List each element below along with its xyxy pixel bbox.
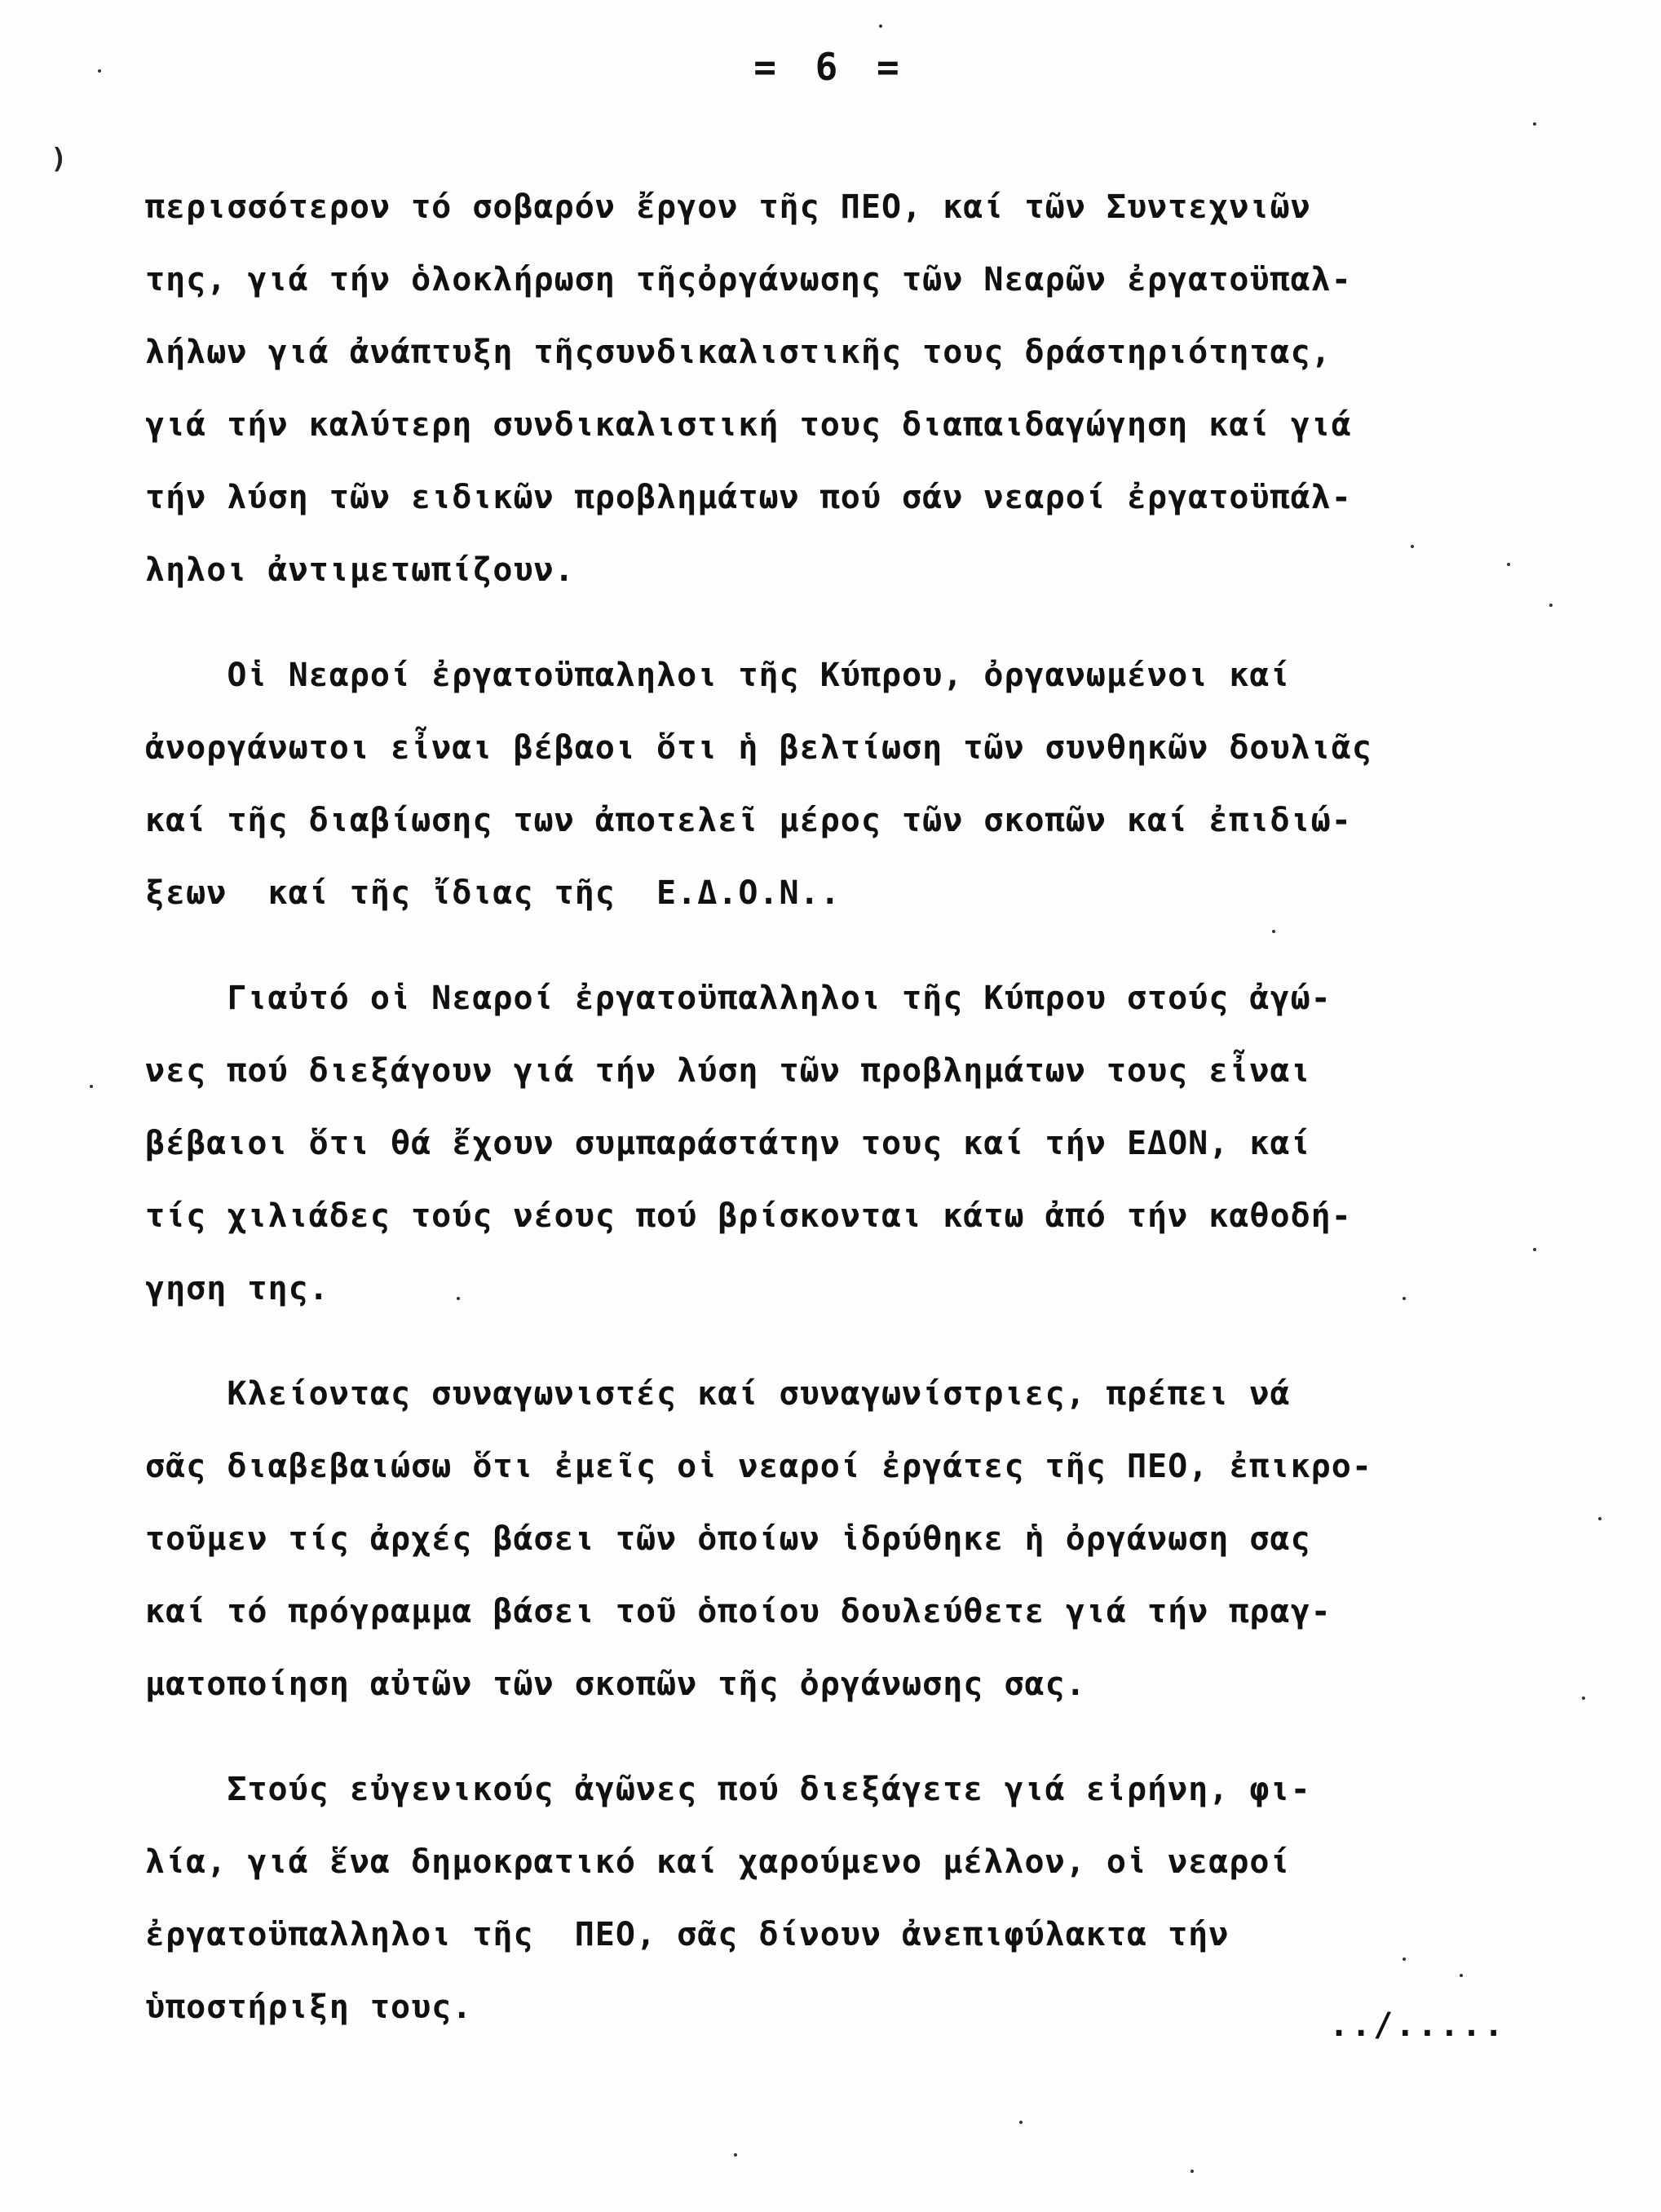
scan-speck [1533,1248,1536,1251]
scan-speck [1403,1958,1406,1961]
scan-speck [98,69,101,73]
text-line: της, γιά τήν ὁλοκλήρωση τῆςὀργάνωσης τῶν Νεαρῶν ἐργατοϋπαλ- [145,261,1352,299]
scan-speck [734,2153,737,2157]
paragraph-2 [145,639,1613,930]
scan-speck [1403,1297,1406,1300]
text-line: νες πού διεξάγουν γιά τήν λύση τῶν προβλημάτων τους εἶναι [145,1052,1311,1090]
scan-speck [457,1297,460,1300]
paragraph-5 [145,1754,1613,2044]
scan-speck [1272,930,1275,933]
scan-speck [879,24,882,28]
page-number: = 6 = [753,45,908,89]
scan-speck [1598,1517,1601,1520]
scan-speck [1019,2121,1023,2124]
text-line: ματοποίηση αὐτῶν τῶν σκοπῶν τῆς ὀργάνωσης σας. [145,1666,1086,1703]
scan-speck [1411,545,1414,548]
text-line: ὑποστήριξη τους. [145,1989,473,2026]
text-line: καί τῆς διαβίωσης των ἀποτελεῖ μέρος τῶν σκοπῶν καί ἐπιδιώ- [145,802,1352,839]
continuation-mark: ../..... [1329,2006,1506,2044]
paragraph-3 [145,962,1613,1325]
scan-speck [1460,1974,1463,1977]
text-line: ξεων καί τῆς ἴδιας τῆς Ε.Δ.Ο.Ν.. [145,874,841,912]
paragraph-1 [145,171,1613,607]
scan-speck [1191,2170,1194,2173]
text-line: βέβαιοι ὅτι θά ἔχουν συμπαράστάτην τους καί τήν ΕΔΟΝ, καί [145,1125,1311,1162]
text-line: ἀνοργάνωτοι εἶναι βέβαοι ὅτι ἡ βελτίωση τῶν συνθηκῶν δουλιᾶς [145,729,1372,767]
text-line: Στούς εὐγενικούς ἀγῶνες πού διεξάγετε γιά εἰρήνη, φι- [145,1771,1311,1808]
text-line: ληλοι ἀντιμετωπίζουν. [145,551,575,589]
scan-speck [1533,122,1536,126]
body-text [145,171,1613,2077]
paragraph-4 [145,1358,1613,1721]
text-line: καί τό πρόγραμμα βάσει τοῦ ὁποίου δουλεύθετε γιά τήν πραγ- [145,1593,1332,1630]
text-line: τοῦμεν τίς ἀρχές βάσει τῶν ὁποίων ἱδρύθηκε ἡ ὀργάνωση σας [145,1520,1311,1558]
text-line: σᾶς διαβεβαιώσω ὅτι ἐμεῖς οἱ νεαροί ἐργάτες τῆς ΠΕΟ, ἐπικρο- [145,1448,1372,1485]
text-line: Κλείοντας συναγωνιστές καί συναγωνίστριες, πρέπει νά [145,1375,1291,1413]
text-line: τήν λύση τῶν ειδικῶν προβλημάτων πού σάν νεαροί ἐργατοϋπάλ- [145,479,1352,516]
scan-speck [1507,563,1510,566]
text-line: Οἱ Νεαροί ἐργατοϋπαληλοι τῆς Κύπρου, ὀργανωμένοι καί [145,657,1291,694]
scan-speck [90,1085,93,1088]
text-line: ἐργατοϋπαλληλοι τῆς ΠΕΟ, σᾶς δίνουν ἀνεπιφύλακτα τήν [145,1916,1230,1953]
scan-speck [1582,1697,1585,1700]
scan-speck [1549,604,1553,607]
scan-mark: ) [51,143,68,175]
text-line: λήλων γιά ἀνάπτυξη τῆςσυνδικαλιστικῆς τους δράστηριότητας, [145,334,1332,371]
text-line: τίς χιλιάδες τούς νέους πού βρίσκονται κάτω ἀπό τήν καθοδή- [145,1197,1352,1235]
text-line: γιά τήν καλύτερη συνδικαλιστική τους διαπαιδαγώγηση καί γιά [145,406,1352,444]
text-line: λία, γιά ἕνα δημοκρατικό καί χαρούμενο μέλλον, οἱ νεαροί [145,1843,1291,1881]
text-line: περισσότερον τό σοβαρόν ἔργον τῆς ΠΕΟ, καί τῶν Συντεχνιῶν [145,188,1311,226]
text-line: Γιαὐτό οἱ Νεαροί ἐργατοϋπαλληλοι τῆς Κύπρου στούς ἀγώ- [145,980,1332,1017]
text-line: γηση της. [145,1270,329,1307]
